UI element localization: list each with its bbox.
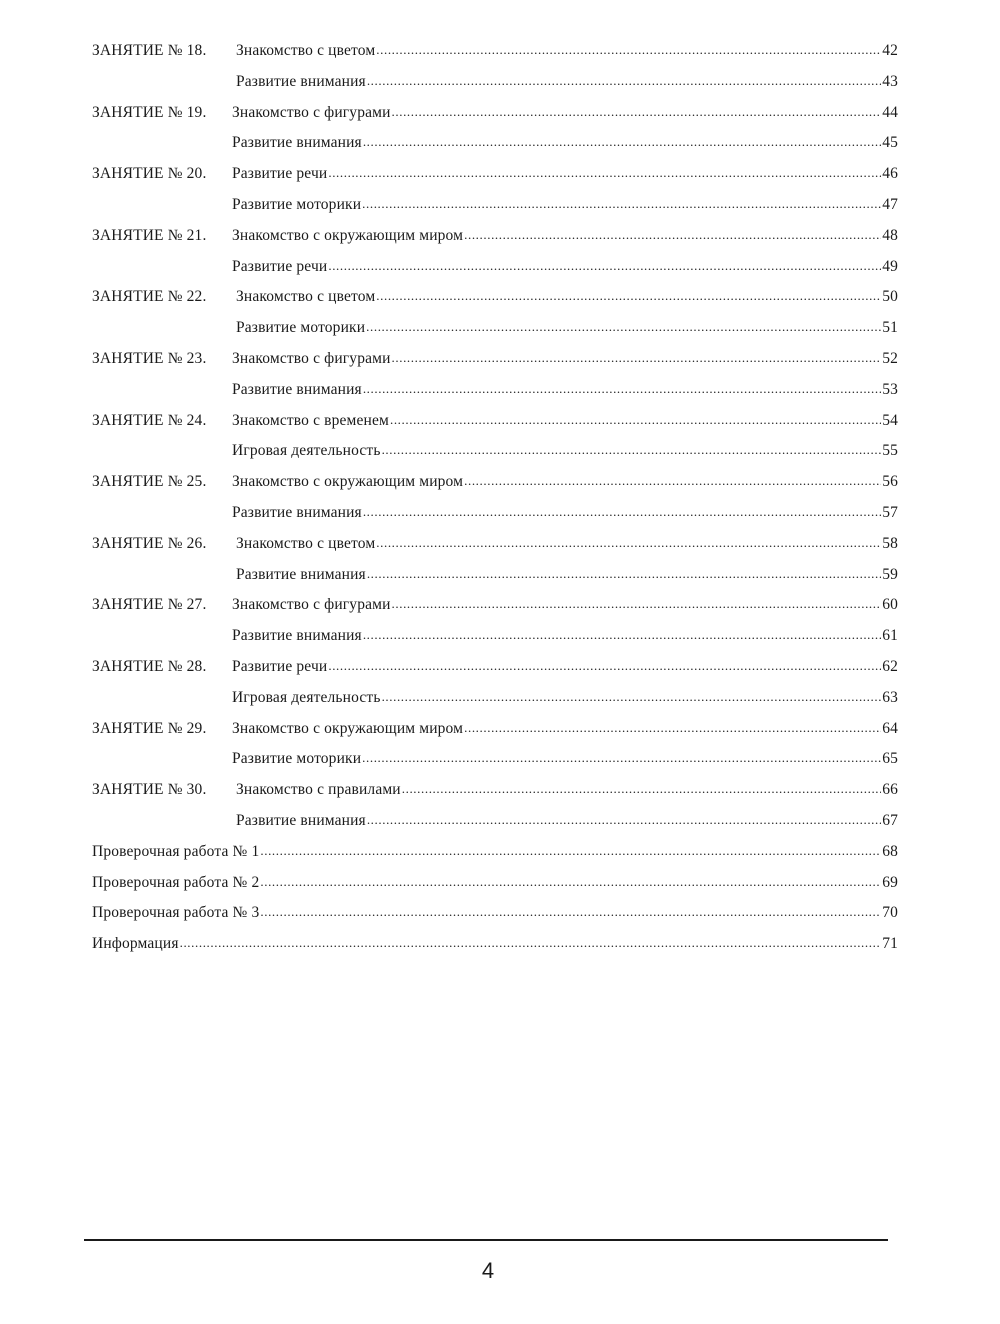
toc-page-number: 54 xyxy=(882,411,898,429)
dot-leader xyxy=(363,380,881,398)
dot-leader xyxy=(362,749,881,767)
lesson-topic: Развитие речи xyxy=(232,657,328,675)
dot-leader xyxy=(328,657,881,675)
dot-leader xyxy=(260,842,881,860)
dot-leader xyxy=(260,903,881,921)
toc-page-number: 58 xyxy=(882,534,898,552)
lesson-topic: Развитие моторики xyxy=(236,319,366,337)
toc-page-number: 57 xyxy=(882,503,898,521)
dot-leader xyxy=(328,164,881,182)
toc-page-number: 67 xyxy=(882,811,898,829)
lesson-topic: Знакомство с окружающим миром xyxy=(232,473,464,491)
dot-leader xyxy=(363,503,881,521)
toc-page-number: 53 xyxy=(882,380,898,398)
toc-page-number: 49 xyxy=(882,257,898,275)
lesson-number: ЗАНЯТИЕ № 27. xyxy=(92,596,207,614)
toc-page-number: 68 xyxy=(882,842,898,860)
lesson-topic: Развитие внимания xyxy=(232,380,362,398)
lesson-topic: Игровая деятельность xyxy=(232,442,381,460)
extra-title: Информация xyxy=(92,935,179,953)
toc-entry xyxy=(92,504,898,535)
toc-page-number: 50 xyxy=(882,288,898,306)
toc-entry xyxy=(92,750,898,781)
toc-entry xyxy=(92,535,898,566)
lesson-topic: Развитие внимания xyxy=(232,134,362,152)
toc-entry xyxy=(92,627,898,658)
toc-entry xyxy=(92,689,898,720)
toc-page-number: 42 xyxy=(882,42,898,59)
toc-entry xyxy=(92,104,898,135)
toc-entry xyxy=(92,473,898,504)
dot-leader xyxy=(402,780,881,798)
dot-leader xyxy=(464,719,881,737)
lesson-topic: Знакомство с цветом xyxy=(236,534,376,552)
dot-leader xyxy=(464,226,881,244)
footer-divider xyxy=(84,1239,888,1241)
toc-page-number: 71 xyxy=(882,935,898,953)
toc-entry-extra xyxy=(92,935,898,966)
dot-leader xyxy=(367,72,881,90)
toc-page-number: 46 xyxy=(882,165,898,183)
toc-page-number: 44 xyxy=(882,103,898,121)
toc-entry xyxy=(92,42,898,73)
lesson-topic: Знакомство с временем xyxy=(232,411,389,429)
toc-page-number: 61 xyxy=(882,627,898,645)
extra-title: Проверочная работа № 1 xyxy=(92,842,260,860)
lesson-topic: Развитие внимания xyxy=(236,72,366,90)
lesson-number: ЗАНЯТИЕ № 28. xyxy=(92,657,207,675)
lesson-topic: Знакомство с цветом xyxy=(236,288,376,306)
dot-leader xyxy=(328,257,881,275)
lesson-topic: Развитие внимания xyxy=(236,565,366,583)
dot-leader xyxy=(390,411,881,429)
dot-leader xyxy=(376,534,881,552)
toc-entry xyxy=(92,227,898,258)
toc-entry xyxy=(92,196,898,227)
toc-page-number: 66 xyxy=(882,781,898,799)
toc-entry xyxy=(92,73,898,104)
lesson-number: ЗАНЯТИЕ № 30. xyxy=(92,781,207,799)
toc-entry xyxy=(92,658,898,689)
toc-page-number: 59 xyxy=(882,565,898,583)
extra-title: Проверочная работа № 2 xyxy=(92,873,260,891)
toc-page-number: 62 xyxy=(882,657,898,675)
toc-entry xyxy=(92,165,898,196)
dot-leader xyxy=(382,688,882,706)
toc-page-number: 45 xyxy=(882,134,898,152)
toc-entry xyxy=(92,720,898,751)
lesson-number: ЗАНЯТИЕ № 19. xyxy=(92,103,207,121)
lesson-number: ЗАНЯТИЕ № 18. xyxy=(92,42,207,59)
toc-entry xyxy=(92,134,898,165)
toc-entry xyxy=(92,319,898,350)
dot-leader xyxy=(366,318,881,336)
lesson-topic: Знакомство с окружающим миром xyxy=(232,226,464,244)
lesson-topic: Знакомство с правилами xyxy=(236,781,401,799)
toc-entry xyxy=(92,812,898,843)
dot-leader xyxy=(367,811,881,829)
toc-page-number: 56 xyxy=(882,473,898,491)
toc-page-number: 51 xyxy=(882,319,898,337)
dot-leader xyxy=(464,472,881,490)
lesson-topic: Знакомство с фигурами xyxy=(232,349,391,367)
lesson-topic: Развитие внимания xyxy=(232,503,362,521)
lesson-topic: Развитие внимания xyxy=(232,627,362,645)
lesson-number: ЗАНЯТИЕ № 22. xyxy=(92,288,207,306)
extra-title: Проверочная работа № 3 xyxy=(92,904,260,922)
dot-leader xyxy=(363,133,881,151)
lesson-topic: Развитие моторики xyxy=(232,195,362,213)
toc-entry xyxy=(92,596,898,627)
dot-leader xyxy=(376,287,881,305)
table-of-contents xyxy=(92,42,898,966)
toc-entry-extra xyxy=(92,874,898,905)
dot-leader xyxy=(180,934,882,952)
toc-page-number: 47 xyxy=(882,195,898,213)
dot-leader xyxy=(376,41,881,59)
page-number: 4 xyxy=(481,1258,495,1283)
dot-leader xyxy=(392,595,882,613)
lesson-number: ЗАНЯТИЕ № 25. xyxy=(92,473,207,491)
dot-leader xyxy=(392,103,882,121)
lesson-topic: Игровая деятельность xyxy=(232,688,381,706)
toc-page-number: 55 xyxy=(882,442,898,460)
lesson-topic: Знакомство с цветом xyxy=(236,42,376,59)
toc-entry xyxy=(92,258,898,289)
toc-page-number: 69 xyxy=(882,873,898,891)
toc-entry xyxy=(92,381,898,412)
lesson-number: ЗАНЯТИЕ № 29. xyxy=(92,719,207,737)
lesson-topic: Знакомство с фигурами xyxy=(232,103,391,121)
dot-leader xyxy=(392,349,882,367)
lesson-topic: Знакомство с фигурами xyxy=(232,596,391,614)
toc-entry-extra xyxy=(92,904,898,935)
toc-entry xyxy=(92,412,898,443)
lesson-number: ЗАНЯТИЕ № 26. xyxy=(92,534,207,552)
toc-entry xyxy=(92,442,898,473)
dot-leader xyxy=(260,873,881,891)
toc-entry xyxy=(92,781,898,812)
toc-page-number: 65 xyxy=(882,750,898,768)
toc-page-number: 43 xyxy=(882,72,898,90)
lesson-number: ЗАНЯТИЕ № 20. xyxy=(92,165,207,183)
lesson-number: ЗАНЯТИЕ № 21. xyxy=(92,226,207,244)
lesson-number: ЗАНЯТИЕ № 24. xyxy=(92,411,207,429)
lesson-topic: Развитие моторики xyxy=(232,750,362,768)
dot-leader xyxy=(362,195,881,213)
toc-page-number: 48 xyxy=(882,226,898,244)
dot-leader xyxy=(382,441,882,459)
lesson-number: ЗАНЯТИЕ № 23. xyxy=(92,349,207,367)
toc-entry-extra xyxy=(92,843,898,874)
toc-page-number: 64 xyxy=(882,719,898,737)
lesson-topic: Знакомство с окружающим миром xyxy=(232,719,464,737)
toc-page-number: 60 xyxy=(882,596,898,614)
toc-page-number: 63 xyxy=(882,688,898,706)
toc-entry xyxy=(92,350,898,381)
dot-leader xyxy=(363,626,881,644)
lesson-topic: Развитие речи xyxy=(232,257,328,275)
toc-page-number: 52 xyxy=(882,349,898,367)
toc-page-number: 70 xyxy=(882,904,898,922)
dot-leader xyxy=(367,565,881,583)
lesson-topic: Развитие речи xyxy=(232,165,328,183)
toc-entry xyxy=(92,288,898,319)
lesson-topic: Развитие внимания xyxy=(236,811,366,829)
toc-entry xyxy=(92,566,898,597)
